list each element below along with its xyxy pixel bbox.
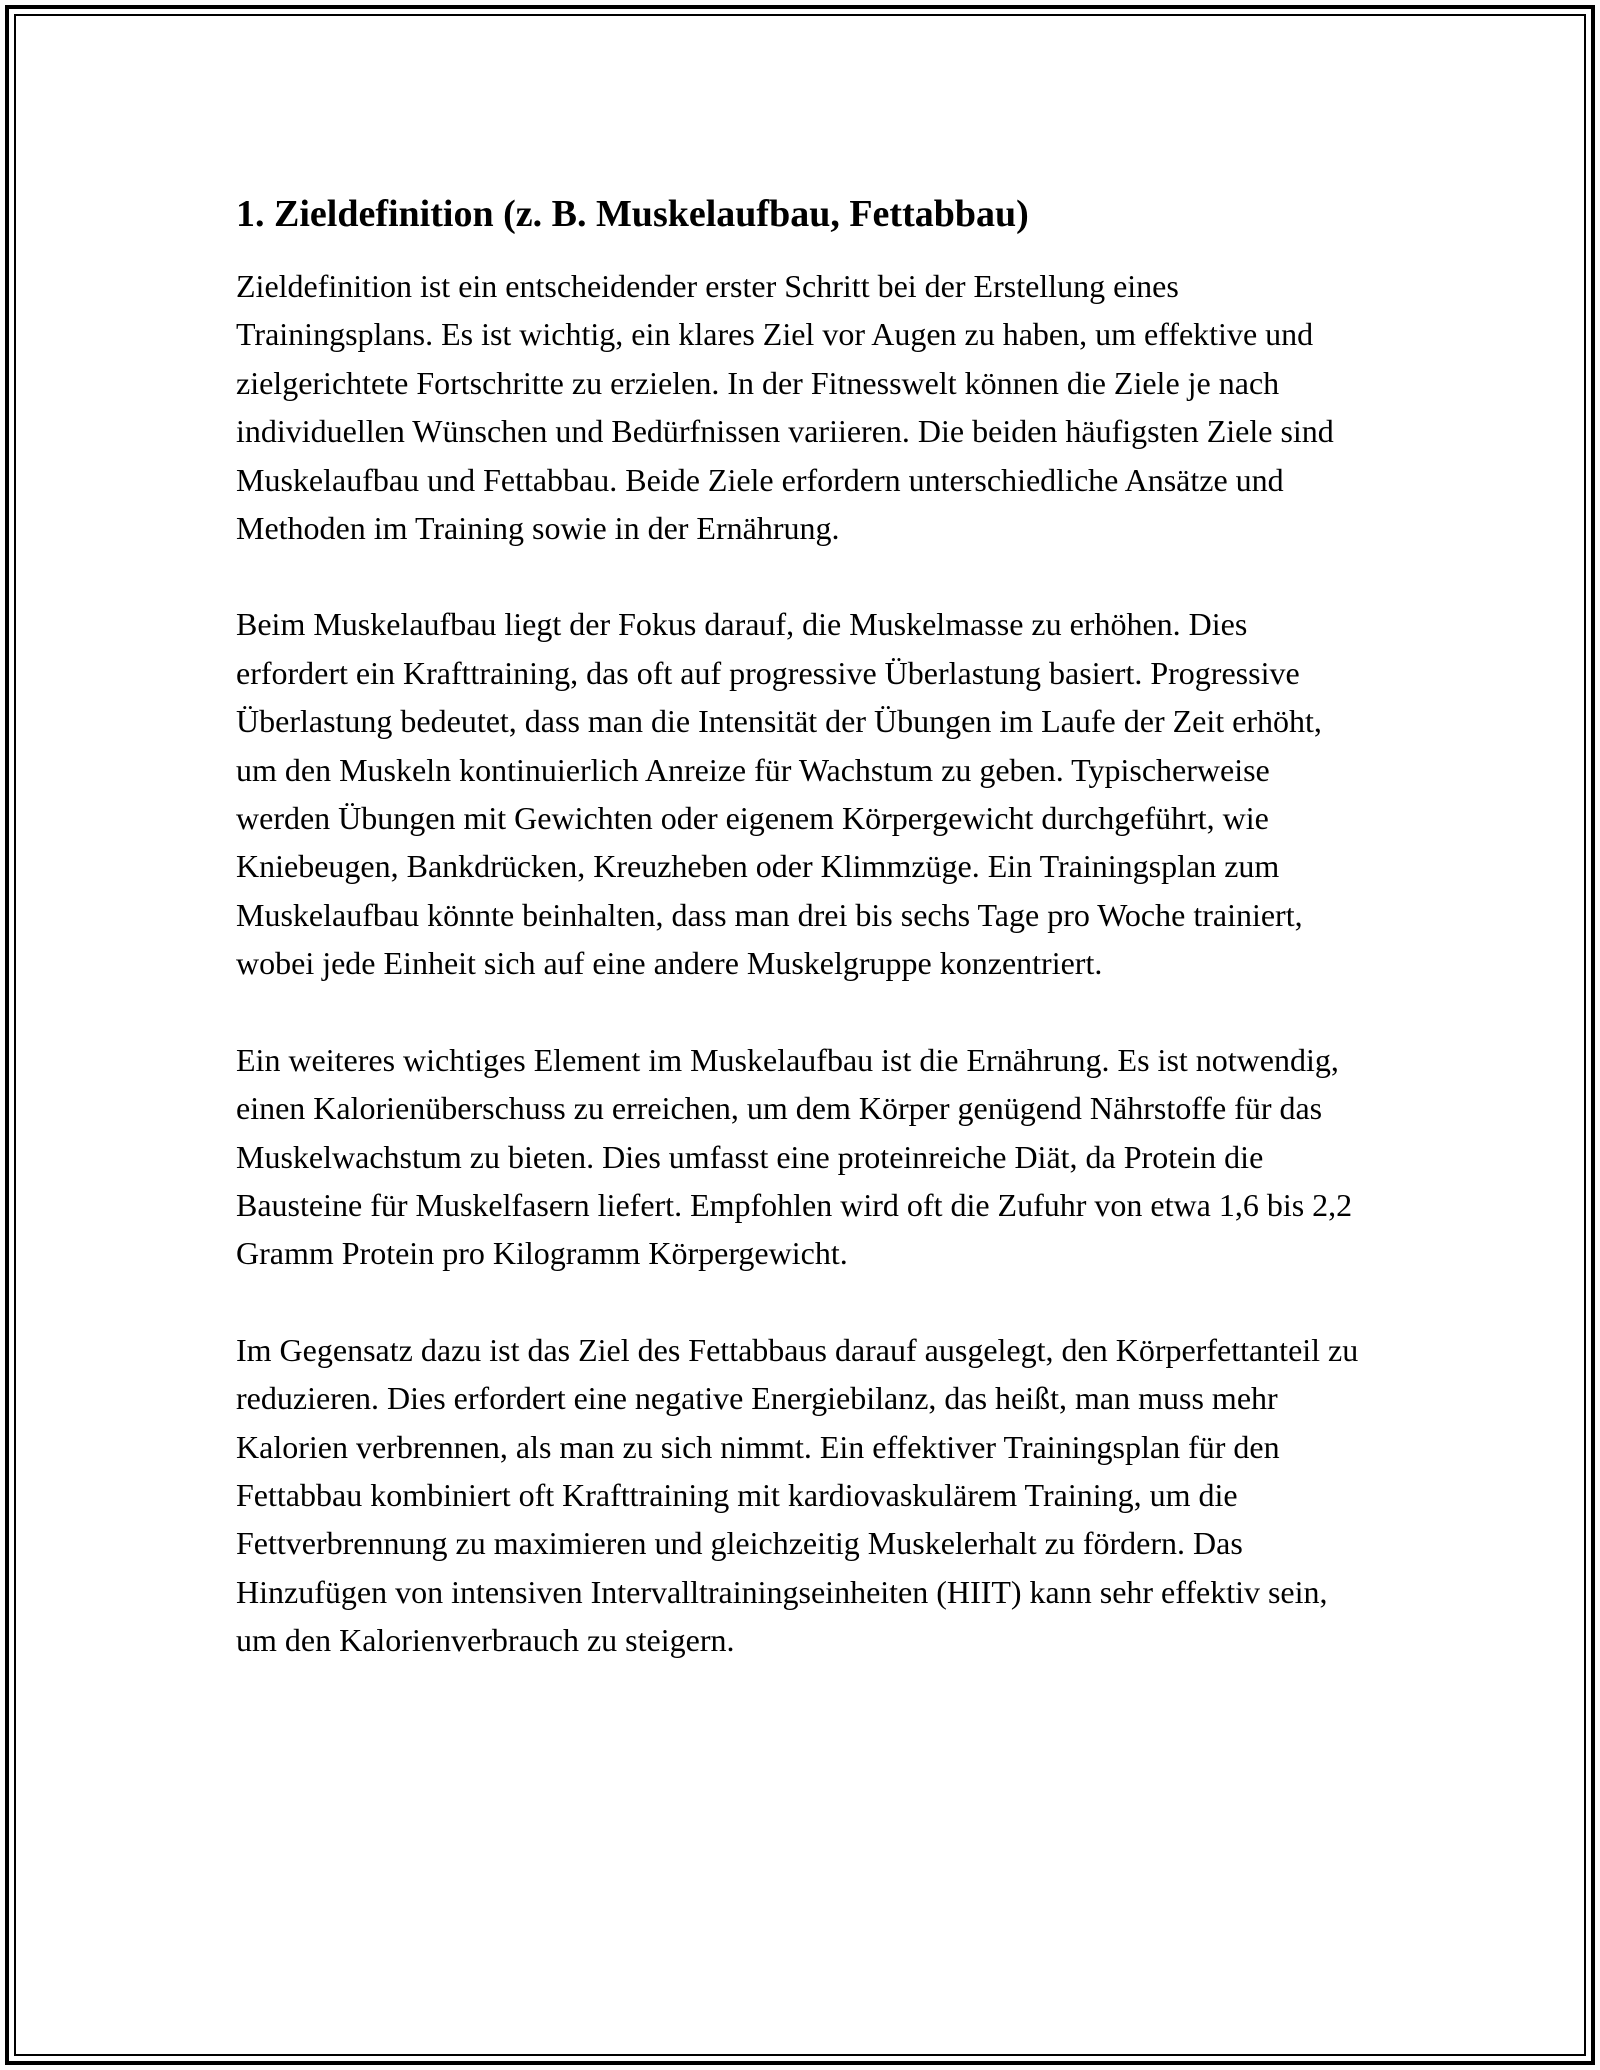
paragraph-muscle-building: Beim Muskelaufbau liegt der Fokus darauf, die Muskelmasse zu erhöhen. Dies erfordert ein Krafttraining, das oft auf progressive Überlastung basiert. Progressive Überlastung bedeutet, dass man die Intensität der Übungen im Laufe der Zeit erhöht, um den Muskeln kontinuierlich Anreize für Wachstum zu geben. Typischerweise werden Übungen mit Gewichten oder eigenem Körpergewicht durchgeführt, wie Kniebeugen, Bankdrücken, Kreuzheben oder Klimmzüge. Ein Trainingsplan zum Muskelaufbau könnte beinhalten, dass man drei bis sechs Tage pro Woche trainiert, wobei jede Einheit sich auf eine andere Muskelgruppe konzentriert. (236, 606, 1322, 982)
paragraph-fat-loss: Im Gegensatz dazu ist das Ziel des Fettabbaus darauf ausgelegt, den Körperfettanteil zu reduzieren. Dies erfordert eine negative Energiebilanz, das heißt, man muss mehr Kalorien verbrennen, als man zu sich nimmt. Ein effektiver Trainingsplan für den Fettabbau kombiniert oft Krafttraining mit kardiovaskulärem Training, um die Fettverbrennung zu maximieren und gleichzeitig Muskelerhalt zu fördern. Das Hinzufügen von intensiven Intervalltrainingseinheiten (HIIT) kann sehr effektiv sein, um den Kalorienverbrauch zu steigern. (236, 1331, 1359, 1659)
document-body (236, 186, 1364, 1713)
paragraph-intro: Zieldefinition ist ein entscheidender erster Schritt bei der Erstellung eines Trainingsplans. Es ist wichtig, ein klares Ziel vor Augen zu haben, um effektive und zielgerichtete Fortschritte zu erzielen. In der Fitnesswelt können die Ziele je nach individuellen Wünschen und Bedürfnissen variieren. Die beiden häufigsten Ziele sind Muskelaufbau und Fettabbau. Beide Ziele erfordern unterschiedliche Ansätze und Methoden im Training sowie in der Ernährung. (236, 268, 1334, 547)
section-heading: 1. Zieldefinition (z. B. Muskelaufbau, Fettabbau) (236, 193, 1029, 235)
paragraph-nutrition: Ein weiteres wichtiges Element im Muskelaufbau ist die Ernährung. Es ist notwendig, einen Kalorienüberschuss zu erreichen, um dem Körper genügend Nährstoffe für das Muskelwachstum zu bieten. Dies umfasst eine proteinreiche Diät, da Protein die Bausteine für Muskelfasern liefert. Empfohlen wird oft die Zufuhr von etwa 1,6 bis 2,2 Gramm Protein pro Kilogramm Körpergewicht. (236, 1041, 1353, 1272)
